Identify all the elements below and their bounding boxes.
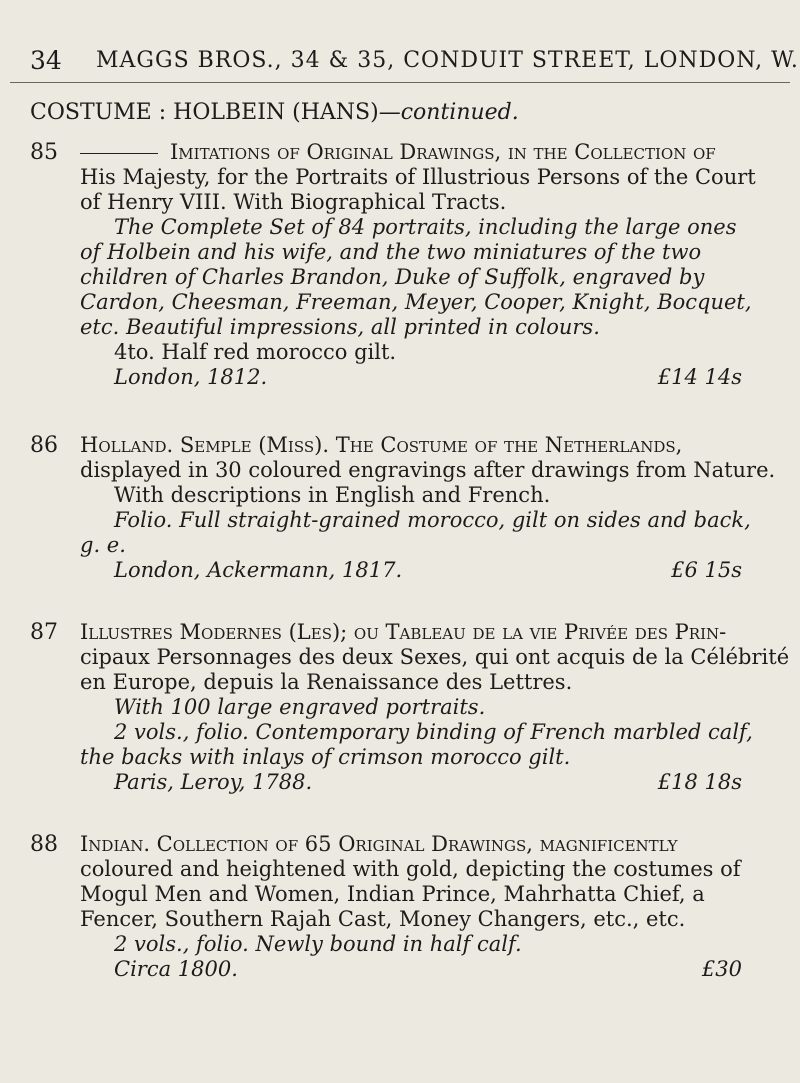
entry-line: g. e.	[80, 533, 126, 557]
entry-imprint-row	[80, 770, 782, 795]
entry-imprint-row	[80, 957, 782, 982]
entry-line: the backs with inlays of crimson morocco gilt.	[80, 745, 571, 769]
entry-line: Indian. Collection of 65 Original Drawings, magnificently	[80, 832, 678, 856]
section-heading	[30, 100, 519, 125]
entry-price: £14 14s	[657, 365, 742, 389]
entry-line: Holland. Semple (Miss). The Costume of the Netherlands,	[80, 433, 683, 457]
entry-line: Mogul Men and Women, Indian Prince, Mahrhatta Chief, a	[80, 882, 705, 906]
entry-line: With descriptions in English and French.	[114, 483, 551, 507]
entry-body	[80, 433, 782, 583]
entry-price: £6 15s	[671, 558, 742, 582]
entry-line: coloured and heightened with gold, depicting the costumes of	[80, 857, 741, 881]
entry-line: Folio. Full straight-grained morocco, gilt on sides and back,	[114, 508, 751, 532]
entry-body	[80, 832, 782, 982]
entry-number: 85	[30, 140, 58, 165]
entry-number: 88	[30, 832, 58, 857]
section-continued: —continued.	[378, 100, 519, 125]
entry-line: displayed in 30 coloured engravings after drawings from Nature.	[80, 458, 776, 482]
entry-imprint: London, 1812.	[114, 365, 268, 389]
entry-line: 2 vols., folio. Contemporary binding of French marbled calf,	[114, 720, 753, 744]
entry-price: £30	[701, 957, 742, 981]
entry-number: 87	[30, 620, 58, 645]
page-header	[30, 46, 799, 80]
header-rule	[10, 82, 790, 83]
entry-line: Illustres Modernes (Les); ou Tableau de la vie Privée des Prin-	[80, 620, 727, 644]
section-heading-text: COSTUME : HOLBEIN (HANS)	[30, 100, 379, 125]
entry-line: etc. Beautiful impressions, all printed in colours.	[80, 315, 600, 339]
entry-line: en Europe, depuis la Renaissance des Lettres.	[80, 670, 573, 694]
page-number: 34	[30, 46, 62, 75]
ditto-dash	[80, 153, 158, 154]
entry-price: £18 18s	[657, 770, 742, 794]
running-head: MAGGS BROS., 34 & 35, CONDUIT STREET, LONDON, W.	[96, 48, 799, 73]
entry-imprint: Paris, Leroy, 1788.	[114, 770, 313, 794]
entry-line: 4to. Half red morocco gilt.	[114, 340, 397, 364]
entry-imprint: London, Ackermann, 1817.	[114, 558, 403, 582]
entry-line: cipaux Personnages des deux Sexes, qui ont acquis de la Célébrité	[80, 645, 790, 669]
entry-number: 86	[30, 433, 58, 458]
entry-body	[80, 140, 782, 390]
entry-line: Fencer, Southern Rajah Cast, Money Changers, etc., etc.	[80, 907, 686, 931]
entry-line: The Complete Set of 84 portraits, including the large ones	[114, 215, 737, 239]
entry-line: Cardon, Cheesman, Freeman, Meyer, Cooper, Knight, Bocquet,	[80, 290, 752, 314]
entry-line: With 100 large engraved portraits.	[114, 695, 486, 719]
entry-line: of Holbein and his wife, and the two miniatures of the two	[80, 240, 702, 264]
entry-imprint-row	[80, 365, 782, 390]
entry-line: His Majesty, for the Portraits of Illustrious Persons of the Court	[80, 165, 756, 189]
entry-imprint: Circa 1800.	[114, 957, 238, 981]
entry-body	[80, 620, 790, 795]
entry-line: children of Charles Brandon, Duke of Suffolk, engraved by	[80, 265, 705, 289]
entry-line: 2 vols., folio. Newly bound in half calf.	[114, 932, 522, 956]
entry-line: of Henry VIII. With Biographical Tracts.	[80, 190, 507, 214]
entry-imprint-row	[80, 558, 782, 583]
entry-line: Imitations of Original Drawings, in the Collection of	[80, 140, 782, 165]
